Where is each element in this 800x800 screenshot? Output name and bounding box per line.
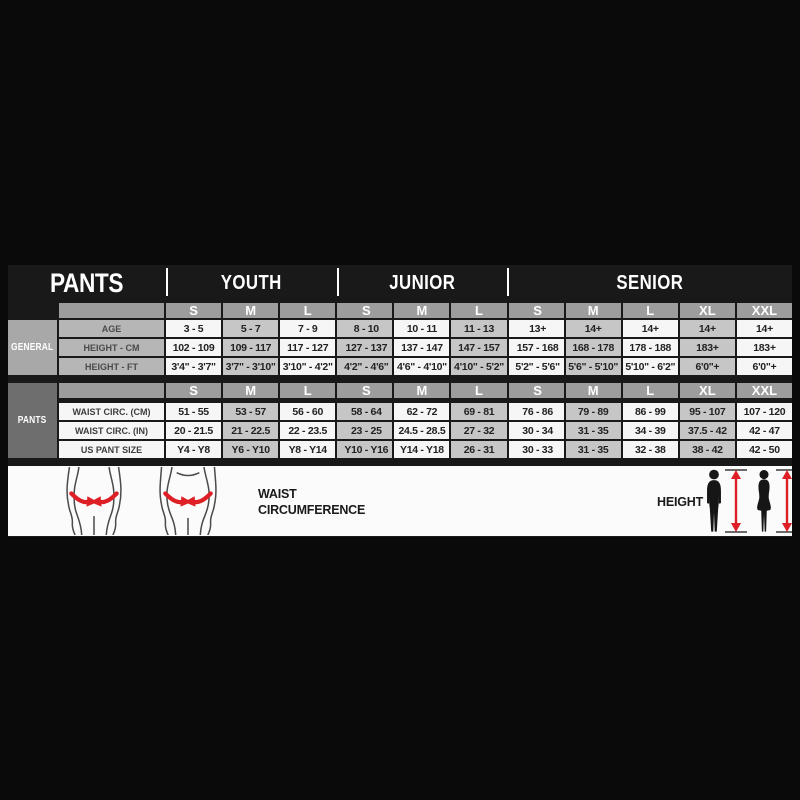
table-cell: Y14 - Y18: [394, 441, 449, 458]
table-cell: 20 - 21.5: [166, 422, 221, 439]
row-label: AGE: [59, 320, 164, 337]
size-header: M: [394, 383, 449, 398]
table-cell: 168 - 178: [566, 339, 621, 356]
section-pants: [8, 383, 792, 458]
section-label-pants: PANTS: [8, 383, 57, 458]
size-header: L: [623, 383, 678, 398]
table-cell: 102 - 109: [166, 339, 221, 356]
female-figure-icon: [752, 469, 776, 533]
page-title-text: PANTS: [50, 267, 124, 298]
size-header: M: [394, 303, 449, 318]
male-figure-icon: [702, 469, 726, 533]
table-cell: 5'6" - 5'10": [566, 358, 621, 375]
size-header-spacer: [59, 303, 164, 318]
table-cell: Y10 - Y16: [337, 441, 392, 458]
table-cell: 23 - 25: [337, 422, 392, 439]
waist-torso-icon: [148, 467, 228, 535]
size-header-row-pants: [59, 383, 792, 398]
size-header: S: [509, 303, 564, 318]
group-header-junior: JUNIOR: [337, 265, 508, 301]
table-cell: 34 - 39: [623, 422, 678, 439]
table-cell: 56 - 60: [280, 403, 335, 420]
table-cell: 86 - 99: [623, 403, 678, 420]
table-cell: 7 - 9: [280, 320, 335, 337]
size-header: S: [166, 383, 221, 398]
table-cell: 14+: [680, 320, 735, 337]
table-cell: 14+: [623, 320, 678, 337]
section-label-general: GENERAL: [8, 320, 57, 375]
row-label: HEIGHT - CM: [59, 339, 164, 356]
size-header-spacer: [59, 383, 164, 398]
table-cell: 4'10" - 5'2": [451, 358, 506, 375]
waist-arrow-icon: [165, 493, 210, 506]
table-cell: 37.5 - 42: [680, 422, 735, 439]
table-cell: Y6 - Y10: [223, 441, 278, 458]
table-cell: 26 - 31: [451, 441, 506, 458]
height-label: HEIGHT: [657, 495, 704, 509]
table-cell: 79 - 89: [566, 403, 621, 420]
table-cell: 4'2" - 4'6": [337, 358, 392, 375]
table-cell: 42 - 50: [737, 441, 792, 458]
table-cell: 42 - 47: [737, 422, 792, 439]
table-cell: 24.5 - 28.5: [394, 422, 449, 439]
size-header-row-general: [8, 303, 792, 318]
size-header: XXL: [737, 383, 792, 398]
table-cell: 5'10" - 6'2": [623, 358, 678, 375]
table-cell: 107 - 120: [737, 403, 792, 420]
table-cell: 31 - 35: [566, 441, 621, 458]
size-header: M: [566, 383, 621, 398]
size-header: M: [223, 303, 278, 318]
table-cell: 109 - 117: [223, 339, 278, 356]
table-cell: 14+: [737, 320, 792, 337]
size-header: XL: [680, 383, 735, 398]
table-cell: 30 - 33: [509, 441, 564, 458]
table-cell: 117 - 127: [280, 339, 335, 356]
table-cell: 22 - 23.5: [280, 422, 335, 439]
size-header: S: [337, 383, 392, 398]
height-arrow-icon: [725, 467, 747, 535]
table-cell: 3'10" - 4'2": [280, 358, 335, 375]
table-cell: 13+: [509, 320, 564, 337]
table-cell: 8 - 10: [337, 320, 392, 337]
table-cell: Y4 - Y8: [166, 441, 221, 458]
table-cell: 31 - 35: [566, 422, 621, 439]
table-cell: 76 - 86: [509, 403, 564, 420]
table-cell: 58 - 64: [337, 403, 392, 420]
size-header: S: [166, 303, 221, 318]
waist-arrow-icon: [71, 493, 116, 506]
table-cell: 147 - 157: [451, 339, 506, 356]
waist-circumference-label: WAIST CIRCUMFERENCE: [258, 487, 366, 517]
table-cell: 6'0"+: [737, 358, 792, 375]
size-header: M: [566, 303, 621, 318]
table-cell: Y8 - Y14: [280, 441, 335, 458]
table-cell: 51 - 55: [166, 403, 221, 420]
section-general: [8, 320, 792, 375]
table-cell: 127 - 137: [337, 339, 392, 356]
row-label: WAIST CIRC. (CM): [59, 403, 164, 420]
table-cell: 21 - 22.5: [223, 422, 278, 439]
group-header-senior: SENIOR: [507, 265, 792, 301]
table-cell: 14+: [566, 320, 621, 337]
table-cell: 53 - 57: [223, 403, 278, 420]
size-header: S: [337, 303, 392, 318]
table-cell: 3 - 5: [166, 320, 221, 337]
table-cell: 6'0"+: [680, 358, 735, 375]
size-header: L: [451, 303, 506, 318]
row-label: US PANT SIZE: [59, 441, 164, 458]
page-title: [8, 265, 166, 301]
table-cell: 95 - 107: [680, 403, 735, 420]
group-header-youth: YOUTH: [166, 265, 337, 301]
table-cell: 10 - 11: [394, 320, 449, 337]
table-cell: 3'4" - 3'7": [166, 358, 221, 375]
table-cell: 3'7" - 3'10": [223, 358, 278, 375]
table-cell: 157 - 168: [509, 339, 564, 356]
size-header: S: [509, 383, 564, 398]
table-cell: 5'2" - 5'6": [509, 358, 564, 375]
size-header: L: [280, 383, 335, 398]
table-cell: 11 - 13: [451, 320, 506, 337]
table-cell: 183+: [680, 339, 735, 356]
size-header: XXL: [737, 303, 792, 318]
chart-header-band: [8, 265, 792, 301]
size-header: M: [223, 383, 278, 398]
size-header: XL: [680, 303, 735, 318]
size-chart: [8, 265, 792, 537]
height-arrow-icon: [776, 467, 792, 535]
table-cell: 62 - 72: [394, 403, 449, 420]
group-headers: [166, 265, 792, 301]
size-header: L: [623, 303, 678, 318]
table-cell: 27 - 32: [451, 422, 506, 439]
table-cell: 183+: [737, 339, 792, 356]
table-cell: 178 - 188: [623, 339, 678, 356]
table-cell: 32 - 38: [623, 441, 678, 458]
row-label: HEIGHT - FT: [59, 358, 164, 375]
table-cell: 38 - 42: [680, 441, 735, 458]
table-cell: 4'6" - 4'10": [394, 358, 449, 375]
table-cell: 137 - 147: [394, 339, 449, 356]
waist-torso-icon: [56, 467, 132, 535]
size-header: L: [451, 383, 506, 398]
measurement-legend: [8, 466, 792, 536]
table-cell: 69 - 81: [451, 403, 506, 420]
table-cell: 30 - 34: [509, 422, 564, 439]
row-label: WAIST CIRC. (IN): [59, 422, 164, 439]
table-cell: 5 - 7: [223, 320, 278, 337]
size-header: L: [280, 303, 335, 318]
